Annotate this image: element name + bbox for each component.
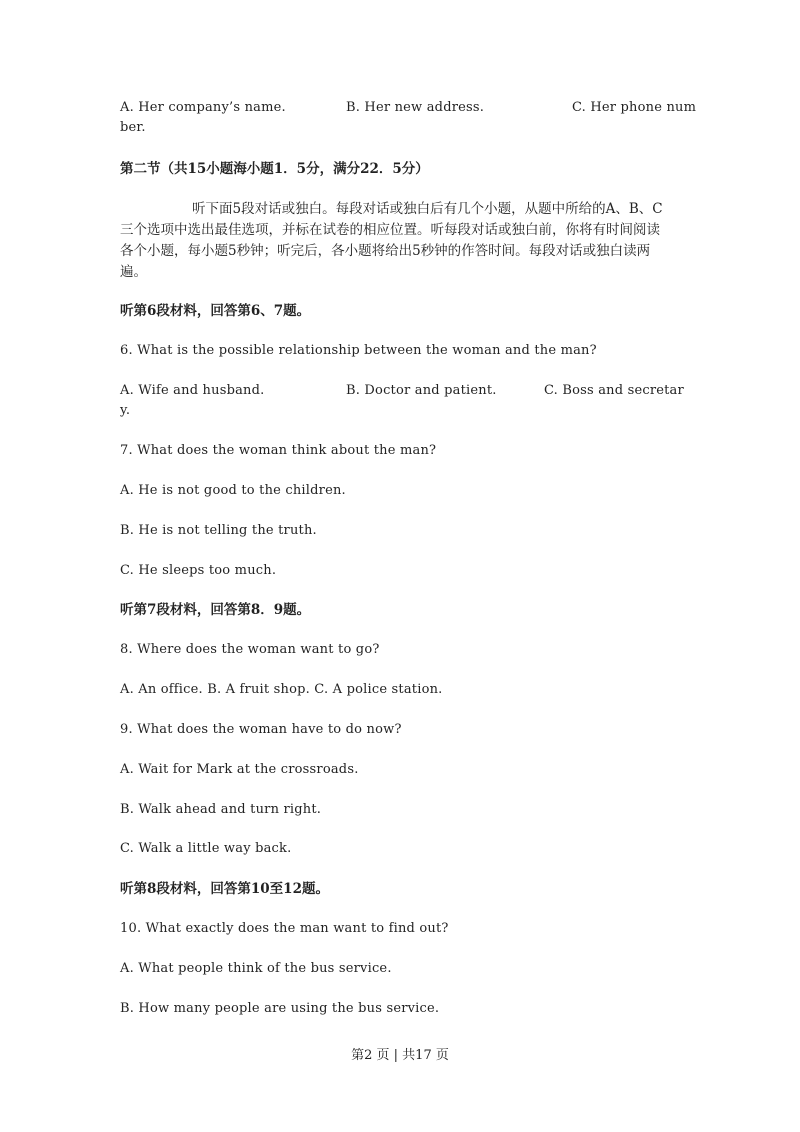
q9-option-a: A. Wait for Mark at the crossroads. xyxy=(120,762,359,777)
q9-option-c: C. Walk a little way back. xyxy=(120,841,292,856)
q5-option-a: A. Her company’s name. xyxy=(120,100,286,115)
q5-option-b: B. Her new address. xyxy=(346,100,485,115)
page-footer: 第2 页 | 共17 页 xyxy=(351,1048,449,1063)
q6-question: 6. What is the possible relationship between the woman and the man? xyxy=(120,343,597,358)
q8-options: A. An office. B. A fruit shop. C. A police station. xyxy=(120,682,443,697)
instructions-line-4: 遍。 xyxy=(120,264,147,280)
passage8-heading: 听第8段材料，回答第10至12题。 xyxy=(120,881,329,897)
q5-options xyxy=(120,98,697,138)
q10-question: 10. What exactly does the man want to find out? xyxy=(120,921,449,936)
q7-option-b: B. He is not telling the truth. xyxy=(120,523,317,538)
q6-option-c-continued: y. xyxy=(120,403,131,418)
q8-question: 8. Where does the woman want to go? xyxy=(120,642,380,657)
q7-option-a: A. He is not good to the children. xyxy=(120,483,346,498)
instructions-line-2: 三个选项中选出最佳选项，并标在试卷的相应位置。听每段对话或独白前，你将有时间阅读 xyxy=(120,222,660,238)
instructions-line-3: 各个小题，每小题5秒钟；听完后，各小题将给出5秒钟的作答时间。每段对话或独白读两 xyxy=(120,243,651,259)
instructions-line-1: 听下面5段对话或独白。每段对话或独白后有几个小题，从题中所给的A、B、C xyxy=(192,201,663,217)
q10-option-a: A. What people think of the bus service. xyxy=(120,961,392,976)
q7-question: 7. What does the woman think about the man? xyxy=(120,443,437,458)
q9-question: 9. What does the woman have to do now? xyxy=(120,722,402,737)
q6-option-a: A. Wife and husband. xyxy=(120,383,265,398)
q7-option-c: C. He sleeps too much. xyxy=(120,563,277,578)
passage6-heading: 听第6段材料，回答第6、7题。 xyxy=(120,303,311,319)
q9-option-b: B. Walk ahead and turn right. xyxy=(120,802,322,817)
q10-option-b: B. How many people are using the bus service. xyxy=(120,1001,440,1016)
passage7-heading: 听第7段材料，回答第8．9题。 xyxy=(120,602,311,618)
q6-option-b: B. Doctor and patient. xyxy=(346,383,497,398)
q5-option-c-continued: ber. xyxy=(120,120,146,135)
q6-options xyxy=(120,381,682,421)
q5-option-c: C. Her phone num xyxy=(572,100,697,115)
section2-heading: 第二节（共15小题海小题1．5分，满分22．5分） xyxy=(120,161,429,177)
q6-option-c: C. Boss and secretar xyxy=(544,383,684,398)
